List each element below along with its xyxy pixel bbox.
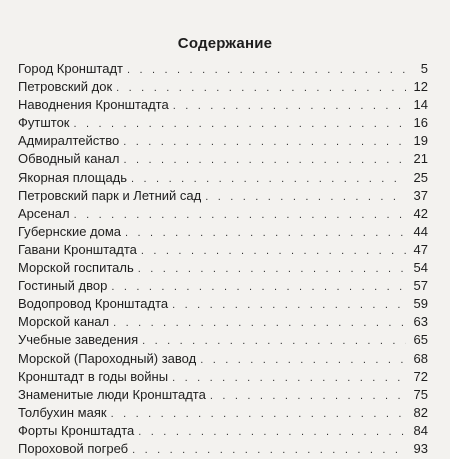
toc-entry-page-number: 37	[413, 187, 428, 203]
toc-entry-label: Кронштадт в годы войны	[18, 368, 169, 384]
toc-entry-page-number: 25	[413, 169, 428, 185]
dot-leader	[123, 133, 406, 151]
toc-entry-page-number: 72	[413, 368, 428, 384]
dot-leader	[74, 115, 407, 133]
dot-leader	[172, 296, 406, 314]
toc-entry-label: Знаменитые люди Кронштадта	[18, 386, 206, 402]
toc-entry-label: Адмиралтейство	[18, 133, 120, 149]
toc-entry-page-number: 63	[413, 314, 428, 330]
toc-entry	[18, 422, 428, 440]
toc-entry	[18, 132, 428, 150]
toc-entry-label: Наводнения Кронштадта	[18, 97, 169, 113]
dot-leader	[111, 405, 406, 423]
toc-list	[18, 60, 428, 458]
toc-entry-label: Учебные заведения	[18, 332, 139, 348]
toc-entry-page-number: 42	[413, 205, 428, 221]
toc-entry-label: Губернские дома	[18, 223, 122, 239]
toc-entry	[18, 277, 428, 295]
toc-entry-page-number: 57	[413, 278, 428, 294]
toc-entry-page-number: 21	[413, 151, 428, 167]
dot-leader	[138, 260, 406, 278]
toc-entry-label: Футшток	[18, 115, 70, 131]
toc-entry	[18, 96, 428, 114]
dot-leader	[113, 314, 406, 332]
toc-entry	[18, 368, 428, 386]
toc-entry	[18, 295, 428, 313]
toc-entry-page-number: 16	[413, 115, 428, 131]
toc-entry-label: Морской канал	[18, 314, 110, 330]
toc-entry	[18, 331, 428, 349]
dot-leader	[142, 332, 406, 350]
toc-entry	[18, 114, 428, 132]
toc-entry-label: Якорная площадь	[18, 169, 128, 185]
toc-entry-label: Толбухин маяк	[18, 404, 107, 420]
toc-entry-label: Морской госпиталь	[18, 260, 134, 276]
toc-entry-page-number: 54	[413, 260, 428, 276]
toc-entry	[18, 223, 428, 241]
toc-entry-page-number: 19	[413, 133, 428, 149]
dot-leader	[74, 206, 406, 224]
toc-entry-label: Форты Кронштадта	[18, 422, 135, 438]
toc-entry-label: Город Кронштадт	[18, 61, 123, 76]
dot-leader	[111, 278, 406, 296]
dot-leader	[116, 79, 406, 97]
toc-entry	[18, 350, 428, 368]
toc-entry	[18, 440, 428, 458]
toc-entry-page-number: 44	[413, 223, 428, 239]
dot-leader	[205, 188, 406, 206]
toc-entry-label: Гостиный двор	[18, 278, 108, 294]
toc-entry-page-number: 65	[413, 332, 428, 348]
toc-entry-page-number: 47	[413, 241, 428, 257]
toc-entry	[18, 187, 428, 205]
toc-entry	[18, 313, 428, 331]
toc-entry-page-number: 93	[413, 440, 428, 456]
toc-entry-label: Арсенал	[18, 205, 70, 221]
toc-entry-label: Петровский парк и Летний сад	[18, 187, 202, 203]
toc-entry	[18, 404, 428, 422]
toc-entry	[18, 169, 428, 187]
dot-leader	[172, 369, 406, 387]
dot-leader	[210, 387, 406, 405]
dot-leader	[138, 423, 406, 441]
toc-entry	[18, 78, 428, 96]
toc-entry-page-number: 82	[413, 404, 428, 420]
toc-entry	[18, 241, 428, 259]
toc-entry-label: Петровский док	[18, 79, 113, 95]
dot-leader	[173, 97, 406, 115]
toc-entry	[18, 386, 428, 404]
toc-title: Содержание	[177, 35, 273, 52]
toc-entry	[18, 150, 428, 168]
toc-entry-label: Водопровод Кронштадта	[18, 296, 169, 312]
toc-entry-page-number: 14	[413, 97, 428, 113]
toc-entry-page-number: 12	[413, 79, 428, 95]
toc-entry-label: Морской (Пароходный) завод	[18, 350, 197, 366]
toc-entry-page-number: 5	[420, 61, 428, 76]
dot-leader	[125, 224, 406, 242]
toc-entry-page-number: 75	[413, 386, 428, 402]
dot-leader	[131, 170, 406, 188]
dot-leader	[132, 441, 406, 459]
dot-leader	[123, 151, 406, 169]
toc-entry	[18, 205, 428, 223]
dot-leader	[141, 242, 406, 260]
dot-leader	[200, 351, 406, 369]
dot-leader	[127, 61, 406, 79]
toc-entry-page-number: 68	[413, 350, 428, 366]
toc-entry-label: Гавани Кронштадта	[18, 241, 137, 257]
toc-entry-page-number: 59	[413, 296, 428, 312]
toc-entry	[18, 60, 428, 78]
toc-entry	[18, 259, 428, 277]
toc-entry-page-number: 84	[413, 422, 428, 438]
toc-entry-label: Обводный канал	[18, 151, 120, 167]
toc-entry-label: Пороховой погреб	[18, 440, 129, 456]
